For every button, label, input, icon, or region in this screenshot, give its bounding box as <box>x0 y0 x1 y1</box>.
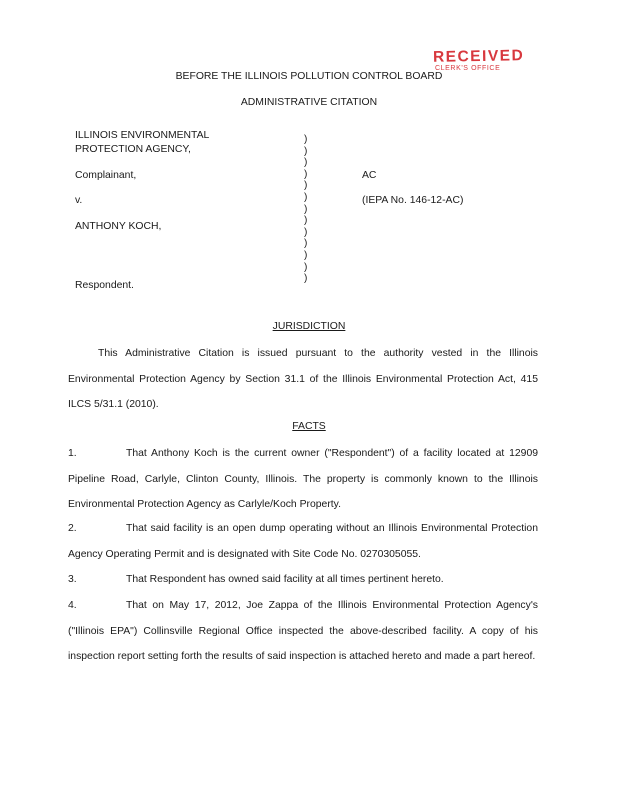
jurisdiction-text: This Administrative Citation is issued pursuant to the authority vested in the Illinois Environmental Protection Agency by Section 31.1 of the Illinois Environmental Protection Act, 415 ILCS 5/31.1 (2010). <box>68 348 538 410</box>
fact-text: That said facility is an open dump operating without an Illinois Environmental Protection Agency Operating Permit and is designated with Site Code No. 0270305055. <box>68 523 538 560</box>
respondent-name: ANTHONY KOCH, <box>75 221 162 232</box>
fact-text: That Respondent has owned said facility at all times pertinent hereto. <box>126 574 444 585</box>
fact-item <box>68 441 538 518</box>
stamp-received: RECEIVED <box>432 47 525 66</box>
respondent-role: Respondent. <box>75 280 134 291</box>
jurisdiction-paragraph <box>68 341 538 418</box>
fact-number: 1. <box>68 448 77 459</box>
received-stamp <box>433 49 524 73</box>
fact-number: 2. <box>68 523 77 534</box>
complainant-line-1: ILLINOIS ENVIRONMENTAL <box>75 130 210 141</box>
fact-text: That on May 17, 2012, Joe Zappa of the Illinois Environmental Protection Agency's ("Illinois EPA") Collinsville Regional Office inspected the above-described facility. A copy of his inspection report setting forth the results of said inspection is attached hereto and made a part hereof. <box>68 600 538 662</box>
versus: v. <box>75 195 83 206</box>
fact-number: 4. <box>68 600 77 611</box>
complainant-line-2: PROTECTION AGENCY, <box>75 144 191 155</box>
complainant-role: Complainant, <box>75 170 137 181</box>
board-heading: BEFORE THE ILLINOIS POLLUTION CONTROL BOARD <box>175 71 443 82</box>
fact-number: 3. <box>68 574 77 585</box>
fact-item <box>68 516 538 567</box>
jurisdiction-heading: JURISDICTION <box>272 321 346 332</box>
stamp-office: CLERK'S OFFICE <box>435 65 501 72</box>
fact-item <box>68 567 538 593</box>
fact-text: That Anthony Koch is the current owner ("Respondent") of a facility located at 12909 Pipeline Road, Carlyle, Clinton County, Illinois. The property is commonly known to the Illinois Environmental Protection Agency as Carlyle/Koch Property. <box>68 448 538 510</box>
caption-parentheses: ) ) ) ) ) ) ) ) ) ) ) ) ) <box>304 134 308 285</box>
fact-item <box>68 593 538 670</box>
document-type: ADMINISTRATIVE CITATION <box>240 97 378 108</box>
facts-heading: FACTS <box>292 421 326 432</box>
case-type: AC <box>362 170 377 181</box>
iepa-number: (IEPA No. 146-12-AC) <box>362 195 464 206</box>
